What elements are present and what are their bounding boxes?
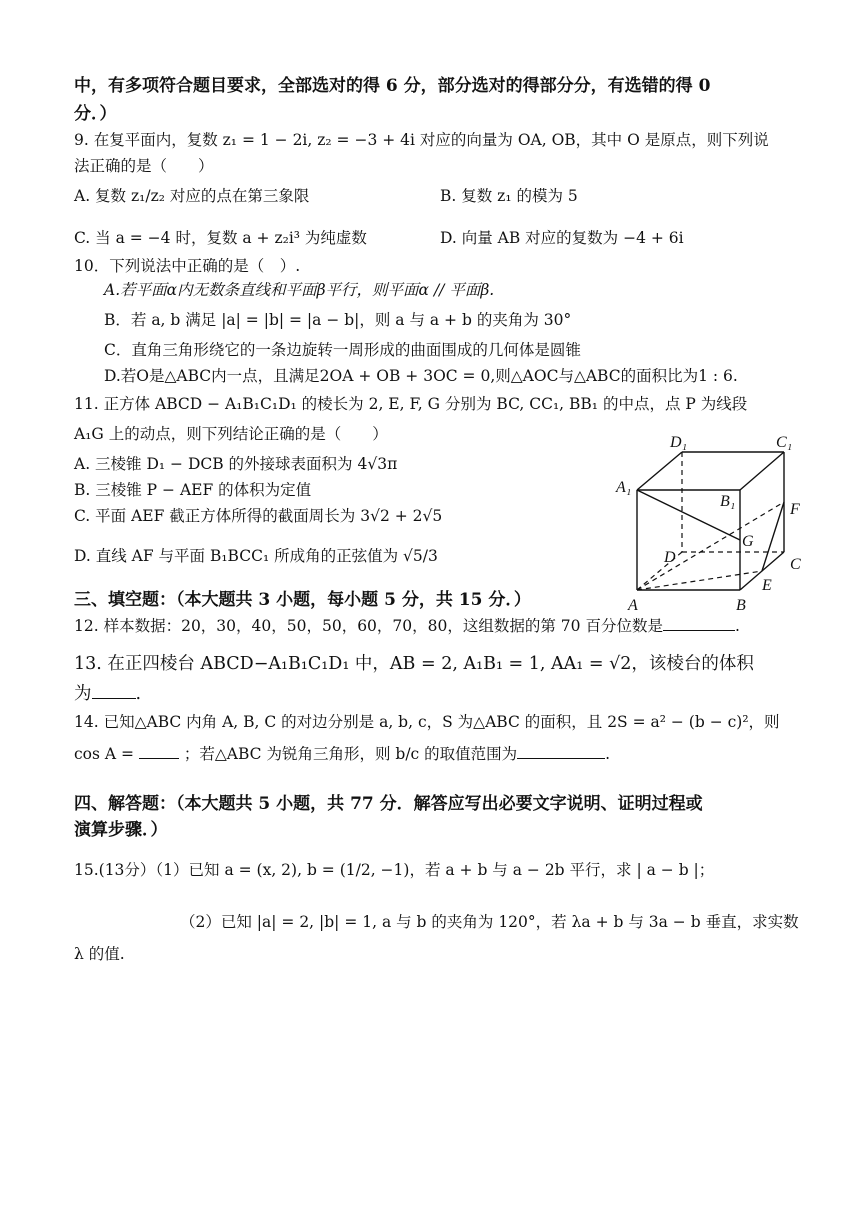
section2-note-line2: 分．） — [74, 104, 117, 124]
q12-text: 12. 样本数据：20，30，40，50，50，60，70，80，这组数据的第 70 百分位数是 — [74, 617, 663, 635]
label-d: D — [664, 549, 676, 566]
label-e: E — [762, 577, 772, 594]
q10-option-c: C．直角三角形绕它的一条边旋转一周形成的曲面围成的几何体是圆锥 — [104, 341, 581, 359]
q12-end: . — [734, 617, 740, 635]
label-d1: D₁ — [670, 434, 688, 451]
q14-cos-blank — [139, 744, 179, 759]
q9-stem-line1: 9. 在复平面内，复数 z₁ = 1 − 2i, z₂ = −3 + 4i 对应的向量为 OA, OB，其中 O 是原点，则下列说 — [74, 131, 769, 149]
section3-title: 三、填空题：（本大题共 3 小题，每小题 5 分，共 15 分．） — [74, 590, 531, 610]
cube-figure — [612, 432, 812, 618]
q14-ratio-text: ；若△ABC 为锐角三角形，则 b/c 的取值范围为 — [183, 745, 518, 763]
label-g: G — [742, 533, 754, 550]
q12-answer-blank — [663, 616, 735, 631]
q10-option-d: D.若O是△ABC内一点，且满足2OA + OB + 3OC = 0,则△AOC与△ABC的面积比为1 : 6. — [104, 367, 738, 385]
q11-option-c: C. 平面 AEF 截正方体所得的截面周长为 3√2 + 2√5 — [74, 507, 443, 525]
label-a: A — [628, 597, 638, 614]
label-c: C — [790, 556, 801, 573]
q9-option-a: A. 复数 z₁/z₂ 对应的点在第三象限 — [74, 187, 310, 205]
q11-stem-line2: A₁G 上的动点，则下列结论正确的是（ ） — [74, 425, 388, 443]
q15-part1: 15.(13分）（1）已知 a = (x, 2), b = (1/2, −1)，若 a + b 与 a − 2b 平行，求 | a − b |； — [74, 861, 715, 879]
q9-stem-line2: 法正确的是（ ） — [74, 157, 214, 175]
q13-line2 — [74, 684, 141, 704]
q15-part2: （2）已知 |a| = 2, |b| = 1, a 与 b 的夹角为 120°，若 λa + b 与 3a − b 垂直，求实数 — [180, 913, 799, 931]
q10-stem: 10．下列说法中正确的是（ ）. — [74, 257, 301, 275]
q9-option-b: B. 复数 z₁ 的模为 5 — [440, 187, 578, 205]
q14-line1: 14. 已知△ABC 内角 A, B, C 的对边分别是 a, b, c，S 为△ABC 的面积，且 2S = a² − (b − c)²，则 — [74, 713, 780, 731]
q11-option-a: A. 三棱锥 D₁ − DCB 的外接球表面积为 4√3π — [74, 455, 398, 473]
q11-option-b: B. 三棱锥 P − AEF 的体积为定值 — [74, 481, 312, 499]
q14-end: . — [605, 745, 611, 763]
q10-option-a: A.若平面α内无数条直线和平面β平行，则平面α // 平面β. — [104, 281, 495, 299]
q13-line1: 13. 在正四棱台 ABCD−A₁B₁C₁D₁ 中，AB = 2, A₁B₁ = 1, AA₁ = √2，该棱台的体积 — [74, 654, 754, 674]
q12-line — [74, 616, 740, 636]
label-b: B — [736, 597, 746, 614]
edge-c1-b1 — [740, 452, 784, 490]
q10-option-b: B．若 a, b 满足 |a| = |b| = |a − b|，则 a 与 a + b 的夹角为 30° — [104, 311, 572, 329]
label-f: F — [790, 501, 800, 518]
q13-answer-blank — [92, 684, 136, 699]
section2-note-line1: 中，有多项符合题目要求，全部选对的得 6 分，部分选对的得部分分，有选错的得 0 — [74, 76, 711, 96]
label-b1: B₁ — [720, 493, 736, 510]
q9-option-d: D. 向量 AB 对应的复数为 −4 + 6i — [440, 229, 684, 247]
q11-stem-line1: 11. 正方体 ABCD − A₁B₁C₁D₁ 的棱长为 2, E, F, G 分别为 BC, CC₁, BB₁ 的中点，点 P 为线段 — [74, 395, 748, 413]
edge-a1-d1 — [637, 452, 682, 490]
q11-option-d: D. 直线 AF 与平面 B₁BCC₁ 所成角的正弦值为 √5/3 — [74, 547, 438, 565]
q13-text: 为 — [74, 684, 92, 704]
q13-end: . — [135, 684, 142, 704]
q15-part3: λ 的值. — [74, 945, 125, 963]
q9-option-c: C. 当 a = −4 时，复数 a + z₂i³ 为纯虚数 — [74, 229, 367, 247]
section4-title-line1: 四、解答题：（本大题共 5 小题，共 77 分．解答应写出必要文字说明、证明过程或 — [74, 794, 703, 814]
label-a1: A₁ — [616, 479, 632, 496]
label-c1: C₁ — [776, 434, 793, 451]
q14-ratio-blank — [517, 744, 605, 759]
section4-title-line2: 演算步骤．） — [74, 820, 168, 840]
q14-cos-label: cos A = — [74, 745, 135, 763]
q14-line2 — [74, 744, 610, 764]
